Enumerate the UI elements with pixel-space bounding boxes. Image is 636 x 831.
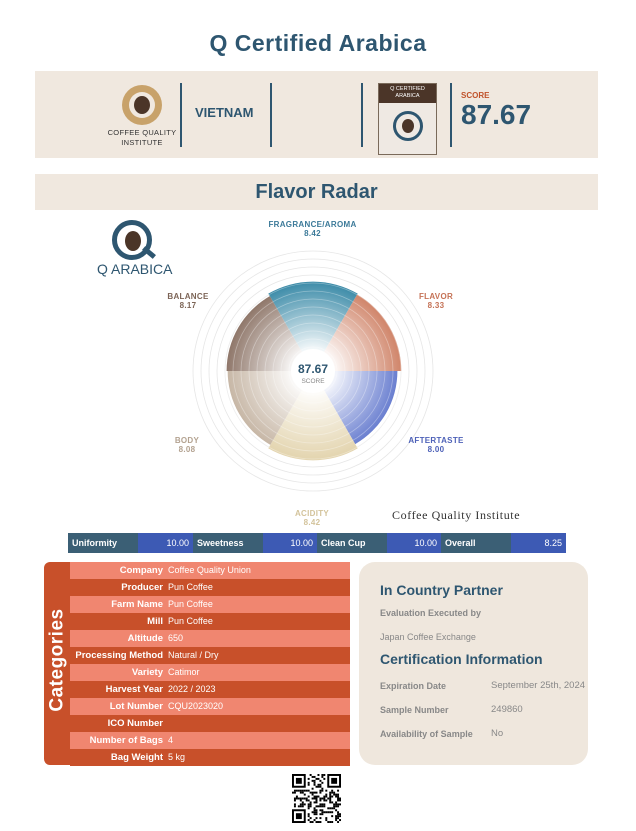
categories-table [70, 562, 350, 766]
flavor-radar-heading: Flavor Radar [35, 174, 598, 210]
radar-center-label: SCORE [301, 378, 325, 385]
category-key: Harvest Year [105, 684, 163, 695]
category-row [70, 630, 350, 647]
category-key: Processing Method [75, 650, 163, 661]
category-value: Catimor [168, 667, 200, 677]
category-key: Farm Name [111, 599, 163, 610]
category-row [70, 715, 350, 732]
category-value: 4 [168, 735, 174, 745]
metric-label: Clean Cup [317, 533, 387, 553]
radar-label-fragrance: FRAGRANCE/AROMA 8.42 [268, 220, 357, 238]
metric-value: 10.00 [263, 533, 317, 553]
divider [180, 83, 182, 147]
expiration-value: September 25th, 2024 [491, 680, 586, 691]
radar-label-balance: BALANCE 8.17 [167, 292, 209, 310]
category-row [70, 698, 350, 715]
radar-label-acidity: ACIDITY 8.42 [294, 509, 330, 527]
category-value: 2022 / 2023 [168, 684, 216, 694]
category-row [70, 681, 350, 698]
metric-value: 10.00 [387, 533, 441, 553]
categories-tab [44, 562, 70, 765]
category-value: Pun Coffee [168, 599, 213, 609]
score-value: 87.67 [461, 99, 532, 130]
radar-center-score: 87.67 [297, 362, 329, 376]
category-row [70, 647, 350, 664]
cqi-logo-line-2: INSTITUTE [121, 138, 163, 147]
sample-value: 249860 [491, 704, 523, 715]
partner-heading: In Country Partner [380, 582, 503, 598]
category-key: Bag Weight [110, 752, 163, 763]
expiration-label: Expiration Date [380, 681, 447, 691]
flavor-radar-chart [190, 248, 436, 494]
category-value: Pun Coffee [168, 616, 213, 626]
categories-tab-label: Categories [46, 608, 68, 712]
q-certified-badge [378, 83, 437, 155]
badge-line-1: Q CERTIFIED [390, 86, 425, 92]
cupping-metrics-bar [68, 533, 566, 553]
category-key: Company [119, 565, 163, 576]
radar-label-flavor: FLAVOR 8.33 [418, 292, 454, 310]
country: VIETNAM [195, 105, 254, 120]
metric-value: 8.25 [511, 533, 566, 553]
availability-value: No [491, 728, 504, 739]
qr-code[interactable] [292, 774, 341, 823]
divider [361, 83, 363, 147]
divider [270, 83, 272, 147]
score-label: SCORE [461, 91, 490, 100]
category-value: 650 [168, 633, 184, 643]
metric-label: Overall [441, 533, 511, 553]
category-value [167, 715, 350, 732]
category-row [70, 579, 350, 596]
evaluation-label: Evaluation Executed by [380, 608, 482, 618]
metric-label: Uniformity [68, 533, 138, 553]
category-row [70, 749, 350, 766]
category-key: Producer [121, 582, 163, 593]
q-arabica-logo [97, 220, 192, 277]
category-key: Number of Bags [89, 735, 163, 746]
evaluator: Japan Coffee Exchange [380, 632, 476, 642]
metric-label: Sweetness [193, 533, 263, 553]
sample-label: Sample Number [380, 705, 449, 715]
cqi-logo-line-1: COFFEE QUALITY [107, 128, 177, 137]
category-row [70, 562, 350, 579]
q-arabica-text: Q ARABICA [97, 261, 173, 277]
metric-value: 10.00 [138, 533, 193, 553]
category-row [70, 664, 350, 681]
cqi-wordmark: Coffee Quality Institute [392, 508, 521, 522]
certification-heading: Certification Information [380, 651, 543, 667]
coffee-bean-icon [122, 85, 162, 125]
category-key: Mill [147, 616, 163, 627]
category-row [70, 613, 350, 630]
radar-label-body: BODY 8.08 [174, 436, 200, 454]
category-row [70, 596, 350, 613]
q-logo-icon [393, 111, 423, 141]
category-value: Coffee Quality Union [168, 565, 251, 575]
page-title: Q Certified Arabica [209, 30, 427, 56]
category-key: Lot Number [109, 701, 163, 712]
header-band [35, 71, 598, 158]
category-value: CQU2023020 [168, 701, 224, 711]
divider [450, 83, 452, 147]
badge-line-2: ARABICA [395, 93, 420, 99]
category-key: Variety [131, 667, 163, 678]
category-value: 5 kg [168, 752, 186, 762]
category-key: Altitude [127, 633, 163, 644]
category-row [70, 732, 350, 749]
partner-card [359, 562, 588, 765]
category-key: ICO Number [107, 718, 163, 729]
category-value: Pun Coffee [168, 582, 213, 592]
cqi-logo [97, 85, 187, 148]
category-value: Natural / Dry [168, 650, 219, 660]
availability-label: Availability of Sample [380, 729, 473, 739]
radar-label-aftertaste: AFTERTASTE 8.00 [408, 436, 464, 454]
